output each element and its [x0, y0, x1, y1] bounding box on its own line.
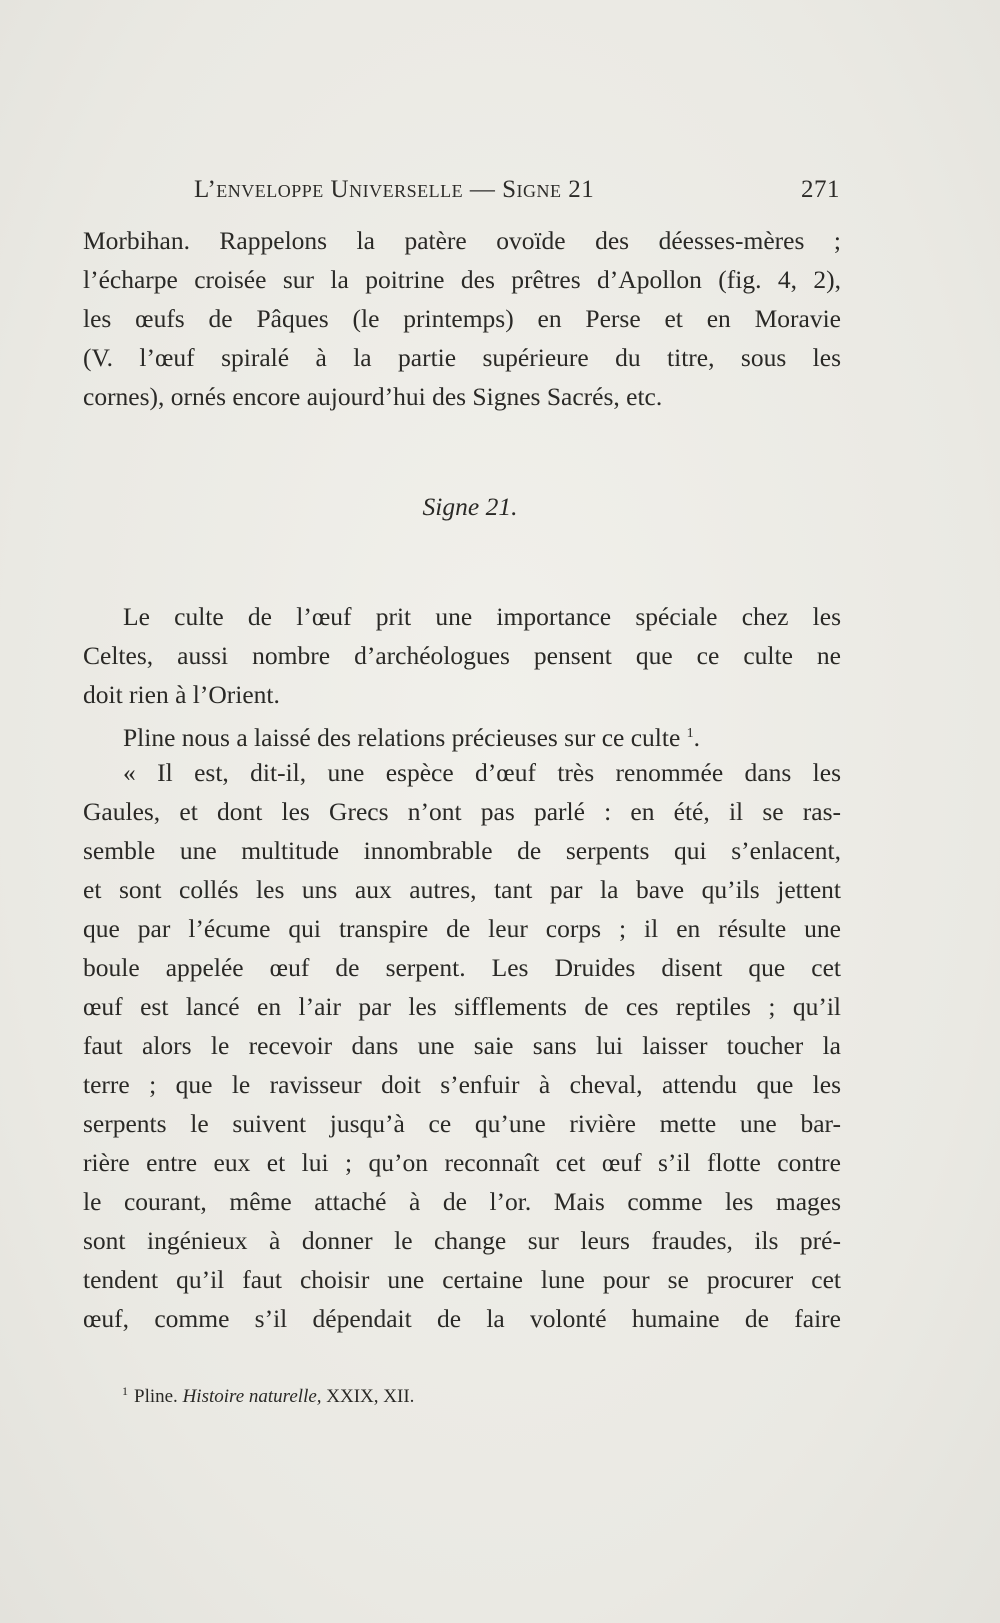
text-line: terre ; que le ravisseur doit s’enfuir à cheval, attendu que les	[83, 1070, 841, 1099]
text-line: rière entre eux et lui ; qu’on reconnaît cet œuf s’il flotte contre	[83, 1148, 841, 1177]
text-line: Morbihan. Rappelons la patère ovoïde des déesses-mères ;	[83, 226, 841, 255]
text-line: doit rien à l’Orient.	[83, 680, 280, 709]
text-line: Gaules, et dont les Grecs n’ont pas parlé : en été, il se ras-	[83, 797, 841, 826]
paragraph-3-text: Pline nous a laissé des relations précieuses sur ce culte	[123, 723, 681, 752]
running-head	[84, 176, 840, 208]
footnote-reference: 1	[686, 726, 694, 741]
footnote	[122, 1384, 414, 1408]
footnote-work: Histoire naturelle,	[182, 1386, 322, 1407]
text-line: les œufs de Pâques (le printemps) en Perse et en Moravie	[83, 304, 841, 333]
text-line: Celtes, aussi nombre d’archéologues pensent que ce culte ne	[83, 641, 841, 670]
paragraph-3-suffix: .	[693, 723, 701, 752]
footnote-mark: 1	[122, 1384, 128, 1398]
text-line: sont ingénieux à donner le change sur leurs fraudes, ils pré-	[83, 1226, 841, 1255]
text-line: serpents le suivent jusqu’à ce qu’une rivière mette une bar-	[83, 1109, 841, 1138]
text-line: faut alors le recevoir dans une saie sans lui laisser toucher la	[83, 1031, 841, 1060]
text-line: Le culte de l’œuf prit une importance spéciale chez les	[123, 602, 841, 631]
running-head-title: L’enveloppe Universelle — Signe 21	[194, 176, 595, 203]
text-line: boule appelée œuf de serpent. Les Druides disent que cet	[83, 953, 841, 982]
paragraph-3	[123, 715, 841, 753]
text-line: et sont collés les uns aux autres, tant par la bave qu’ils jettent	[83, 875, 841, 904]
text-line: l’écharpe croisée sur la poitrine des prêtres d’Apollon (fig. 4, 2),	[83, 265, 841, 294]
text-line: œuf, comme s’il dépendait de la volonté humaine de faire	[83, 1304, 841, 1333]
text-line: (V. l’œuf spiralé à la partie supérieure du titre, sous les	[83, 343, 841, 372]
footnote-reference-text: XXIX, XII.	[326, 1386, 415, 1407]
text-line: œuf est lancé en l’air par les sifflements de ces reptiles ; qu’il	[83, 992, 841, 1021]
section-heading: Signe 21.	[422, 492, 518, 521]
text-line: tendent qu’il faut choisir une certaine lune pour se procurer cet	[83, 1265, 841, 1294]
text-line: semble une multitude innombrable de serpents qui s’enlacent,	[83, 836, 841, 865]
text-line: cornes), ornés encore aujourd’hui des Signes Sacrés, etc.	[83, 382, 663, 411]
text-line: le courant, même attaché à de l’or. Mais comme les mages	[83, 1187, 841, 1216]
footnote-author: Pline.	[134, 1386, 178, 1407]
text-line: « Il est, dit-il, une espèce d’œuf très renommée dans les	[123, 758, 841, 787]
page-number: 271	[801, 176, 840, 203]
text-line: que par l’écume qui transpire de leur corps ; il en résulte une	[83, 914, 841, 943]
